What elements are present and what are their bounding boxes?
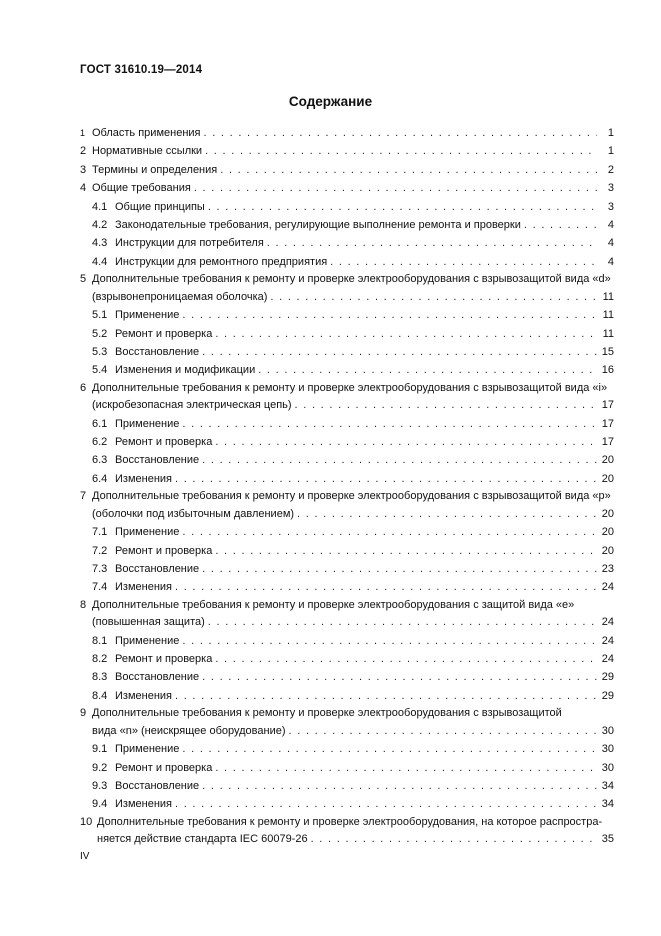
toc-entry-title: Инструкции для потребителя: [115, 237, 264, 250]
dot-leader: [202, 671, 597, 684]
dot-leader: [295, 399, 597, 412]
toc-entry[interactable]: [92, 759, 614, 775]
toc-entry-title: Ремонт и проверка: [115, 761, 213, 774]
toc-entry[interactable]: [92, 578, 614, 594]
toc-entry-number: 5.2: [92, 327, 108, 340]
dot-leader: [175, 473, 597, 486]
toc-entry-number: 9: [80, 707, 87, 720]
dot-leader: [215, 653, 597, 666]
toc-entry-page: 20: [601, 472, 614, 485]
toc-entry[interactable]: [92, 433, 614, 449]
toc-entry[interactable]: [92, 740, 614, 756]
toc-entry-page: 17: [601, 417, 614, 430]
toc-entry-heading-line: [80, 816, 602, 828]
toc-entry[interactable]: [92, 361, 614, 377]
toc-entry-title: Восстановление: [115, 454, 200, 467]
toc-entry-number: 9.1: [92, 743, 108, 756]
toc-entry-page: 4: [607, 219, 614, 231]
toc-entry-number: 8.1: [92, 634, 108, 647]
toc-entry[interactable]: [92, 216, 614, 232]
dot-leader: [182, 635, 597, 648]
toc-entry-title: Применение: [115, 634, 180, 647]
toc-entry-title: Изменения: [115, 689, 172, 702]
toc-entry-title: Область применения: [92, 127, 201, 139]
toc-entry-number: 5.3: [92, 345, 108, 358]
toc-entry-heading-line: [80, 707, 562, 719]
toc-entry-title: няется действие стандарта IEC 60079-26: [97, 833, 308, 846]
dot-leader: [215, 436, 597, 449]
toc-entry-number: 4.2: [92, 219, 108, 231]
toc-entry[interactable]: [92, 650, 614, 666]
toc-entry-title: (искробезопасная электрическая цепь): [92, 399, 292, 412]
toc-entry-page: 29: [601, 671, 614, 684]
toc-entry-page: 17: [601, 399, 614, 412]
toc-entry-title: (повышенная защита): [92, 616, 205, 629]
toc-entry-number: 4: [80, 182, 87, 195]
toc-entry-page: 24: [601, 653, 614, 665]
toc-entry-number: 6: [80, 381, 87, 394]
toc-entry-number: 10: [80, 815, 93, 828]
dot-leader: [182, 526, 597, 539]
dot-leader: [215, 762, 597, 775]
toc-entry-page: 23: [601, 562, 614, 575]
dot-leader: [289, 725, 597, 738]
toc-entry[interactable]: [92, 795, 614, 811]
toc-entry[interactable]: [80, 505, 614, 521]
toc-entry-number: 5.1: [92, 309, 108, 322]
toc-entry-page: 30: [601, 724, 614, 737]
dot-leader: [215, 545, 597, 558]
dot-leader: [524, 219, 597, 232]
toc-entry[interactable]: [92, 253, 614, 269]
toc-entry-page: 16: [601, 364, 614, 377]
toc-entry-number: 8.3: [92, 671, 108, 684]
toc-entry-page: 3: [607, 200, 614, 213]
toc-entry-number: 4.4: [92, 255, 108, 268]
toc-entry[interactable]: [80, 613, 614, 629]
toc-entry-number: 1: [80, 128, 86, 138]
toc-entry-page: 1: [607, 145, 614, 158]
toc-entry-title: Нормативные ссылки: [92, 145, 203, 158]
toc-entry[interactable]: [92, 560, 614, 576]
toc-entry-title: Общие принципы: [115, 200, 205, 213]
toc-entry-page: 24: [601, 581, 614, 594]
toc-entry[interactable]: [92, 542, 614, 558]
toc-entry-number: 8: [80, 598, 87, 611]
toc-entry-page: 20: [601, 454, 614, 467]
dot-leader: [204, 127, 598, 140]
toc-entry-title: Дополнительные требования к ремонту и проверке электрооборудования с взрывозащитой вида «i»: [92, 381, 608, 394]
toc-entry-title: Общие требования: [92, 182, 191, 195]
toc-entry-number: 9.3: [92, 779, 108, 792]
toc-entry-page: 3: [607, 182, 614, 195]
dot-leader: [202, 780, 597, 793]
dot-leader: [182, 309, 597, 322]
toc-entry-title: Восстановление: [115, 671, 200, 684]
toc-entry-number: 6.4: [92, 472, 108, 485]
toc-entry[interactable]: [92, 523, 614, 539]
toc-entry-number: 3: [80, 163, 87, 176]
toc-entry[interactable]: [92, 632, 614, 648]
toc-entry[interactable]: [92, 306, 614, 322]
toc-entry-number: 6.2: [92, 436, 108, 448]
toc-entry[interactable]: [80, 161, 614, 177]
dot-leader: [175, 581, 597, 594]
toc-entry-title: Дополнительные требования к ремонту и проверке электрооборудования, на которое распростра-: [97, 815, 603, 828]
toc-entry[interactable]: [80, 396, 614, 412]
toc-entry-title: Ремонт и проверка: [115, 653, 213, 665]
toc-entry-number: 9.2: [92, 761, 108, 774]
toc-entry-page: 4: [607, 255, 614, 268]
toc-entry-number: 8.4: [92, 689, 108, 702]
toc-entry-number: 7.2: [92, 544, 108, 557]
toc-entry-heading-line: [80, 382, 607, 394]
toc-entry-heading-line: [80, 490, 611, 502]
toc-entry-number: 4.1: [92, 200, 108, 213]
dot-leader: [202, 346, 597, 359]
toc-entry-number: 7.1: [92, 526, 108, 539]
toc-entry-number: 9.4: [92, 798, 108, 811]
toc-entry[interactable]: [92, 325, 614, 341]
toc-entry-number: 2: [80, 145, 87, 158]
toc-entry-page: 34: [601, 798, 614, 811]
toc-entry-title: Ремонт и проверка: [115, 544, 213, 557]
toc-entry-page: 20: [601, 507, 614, 520]
dot-leader: [202, 454, 597, 467]
toc-entry-page: 30: [601, 761, 614, 774]
toc-entry[interactable]: [92, 687, 614, 703]
toc-entry-title: Законодательные требования, регулирующие выполнение ремонта и проверки: [115, 219, 521, 231]
dot-leader: [330, 256, 597, 269]
dot-leader: [202, 563, 597, 576]
dot-leader: [258, 364, 597, 377]
toc-entry[interactable]: [80, 288, 614, 304]
toc-entry-number: 4.3: [92, 237, 108, 250]
toc-entry-page: 20: [601, 526, 614, 539]
toc-entry-page: 24: [601, 616, 614, 629]
toc-entry[interactable]: [80, 830, 614, 846]
dot-leader: [175, 690, 597, 703]
toc-entry-page: 24: [601, 634, 614, 647]
dot-leader: [270, 291, 597, 304]
toc-entry-number: 7.4: [92, 581, 108, 594]
toc-entry-title: (взрывонепроницаемая оболочка): [92, 290, 268, 303]
toc-entry-page: 35: [601, 833, 614, 846]
toc-entry-title: Применение: [115, 743, 180, 756]
toc-entry[interactable]: [92, 777, 614, 793]
toc-entry-title: Дополнительные требования к ремонту и проверке электрооборудования с взрывозащитой вида «р»: [92, 490, 611, 503]
toc-entry[interactable]: [92, 198, 614, 214]
toc-entry-title: Восстановление: [115, 345, 200, 358]
toc-entry-page: 11: [602, 309, 614, 322]
toc-entry-title: вида «n» (неискрящее оборудование): [92, 724, 286, 737]
dot-leader: [311, 833, 597, 846]
dot-leader: [267, 237, 597, 250]
toc-entry[interactable]: [80, 179, 614, 195]
toc-entry-number: 6.3: [92, 454, 108, 467]
page-number: IV: [80, 851, 90, 862]
toc-entry-page: 2: [607, 163, 614, 176]
toc-entry-page: 15: [601, 345, 614, 358]
toc-entry-page: 30: [601, 743, 614, 756]
toc-entry-page: 34: [601, 779, 614, 792]
dot-leader: [205, 145, 597, 158]
toc-entry[interactable]: [92, 668, 614, 684]
toc-entry-title: Ремонт и проверка: [115, 436, 213, 448]
toc-entry-number: 6.1: [92, 417, 108, 430]
toc-entry-number: 5: [80, 273, 87, 286]
dot-leader: [215, 328, 597, 341]
dot-leader: [220, 164, 597, 177]
dot-leader: [208, 201, 597, 214]
dot-leader: [194, 182, 597, 195]
toc-entry[interactable]: [80, 124, 614, 140]
toc-entry[interactable]: [92, 451, 614, 467]
toc-entry-page: 17: [601, 436, 614, 448]
toc-entry-title: Ремонт и проверка: [115, 327, 213, 340]
dot-leader: [175, 798, 597, 811]
toc-entry-page: 20: [601, 544, 614, 557]
dot-leader: [182, 743, 597, 756]
toc-entry-title: Термины и определения: [92, 163, 218, 176]
toc-entry[interactable]: [80, 722, 614, 738]
toc-entry[interactable]: [92, 343, 614, 359]
toc-entry[interactable]: [92, 234, 614, 250]
toc-entry-title: Применение: [115, 526, 180, 539]
toc-entry-number: 5.4: [92, 364, 108, 377]
page-title: Содержание: [288, 94, 373, 109]
toc-entry-title: Восстановление: [115, 562, 200, 575]
dot-leader: [208, 616, 597, 629]
toc-entry[interactable]: [92, 470, 614, 486]
toc-entry-number: 7: [80, 490, 87, 503]
toc-entry-title: Изменения и модификации: [115, 364, 256, 377]
toc-entry-title: Дополнительные требования к ремонту и проверке электрооборудования с взрывозащитой: [92, 707, 562, 720]
toc-entry-title: Изменения: [115, 581, 172, 594]
toc-entry-heading-line: [80, 273, 611, 285]
toc-entry-page: 29: [601, 689, 614, 702]
standard-designation: ГОСТ 31610.19—2014: [80, 64, 203, 76]
toc-entry-title: Изменения: [115, 472, 172, 485]
toc-entry-title: Инструкции для ремонтного предприятия: [115, 255, 328, 268]
toc-entry-page: 1: [607, 127, 614, 139]
dot-leader: [297, 508, 597, 521]
toc-entry-title: Применение: [115, 417, 180, 430]
dot-leader: [182, 418, 597, 431]
toc-entry-title: Дополнительные требования к ремонту и проверке электрооборудования с взрывозащитой вида «d»: [92, 273, 611, 286]
toc-entry-page: 4: [607, 237, 614, 250]
toc-entry[interactable]: [80, 142, 614, 158]
toc-entry-title: Применение: [115, 309, 180, 322]
toc-entry[interactable]: [92, 415, 614, 431]
toc-entry-page: 11: [602, 327, 614, 340]
toc-entry-page: 11: [602, 290, 614, 303]
toc-entry-heading-line: [80, 599, 574, 611]
toc-entry-title: Дополнительные требования к ремонту и проверке электрооборудования с защитой вида «е»: [92, 598, 575, 611]
toc-entry-number: 8.2: [92, 653, 108, 665]
toc-entry-title: (оболочки под избыточным давлением): [92, 507, 295, 520]
toc-entry-title: Восстановление: [115, 779, 200, 792]
toc-entry-title: Изменения: [115, 798, 172, 811]
toc-entry-number: 7.3: [92, 562, 108, 575]
